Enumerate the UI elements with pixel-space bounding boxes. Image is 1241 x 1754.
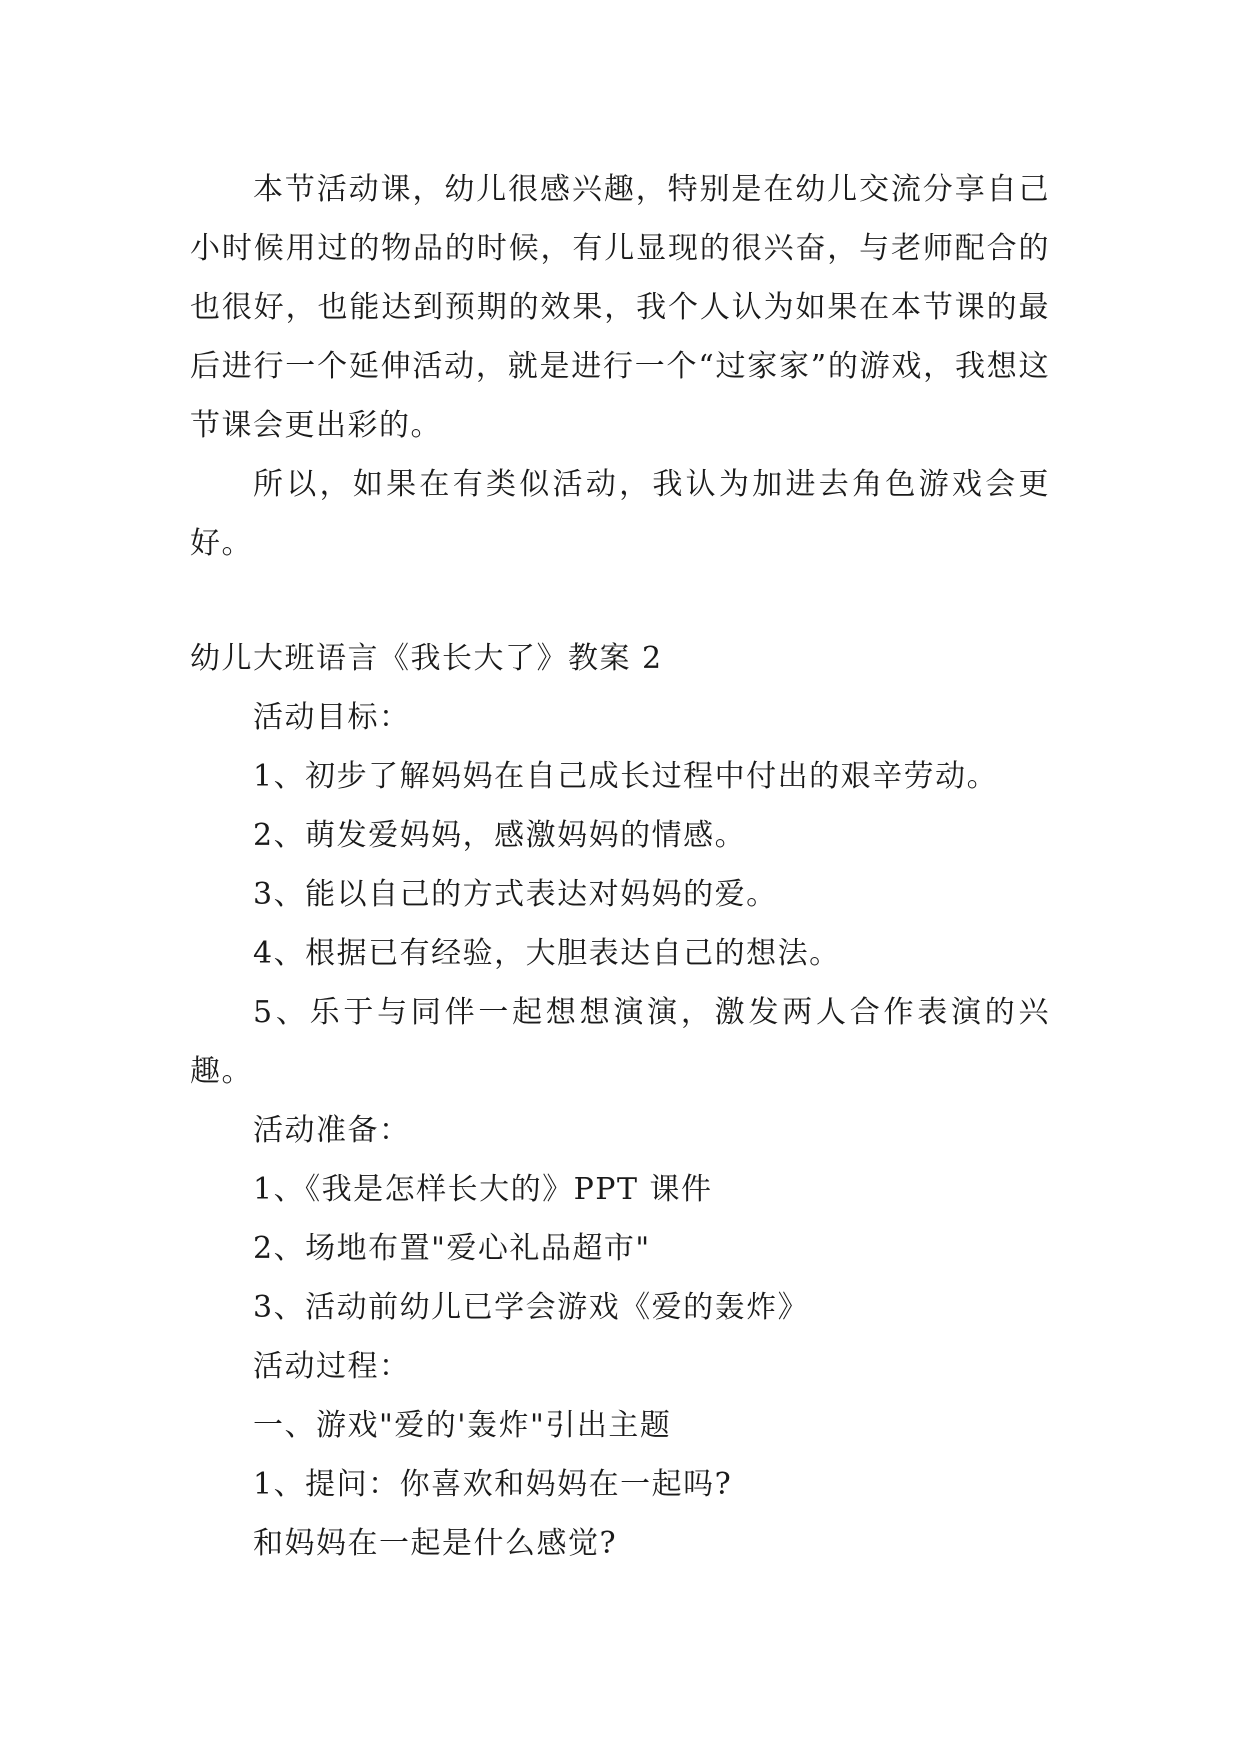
process-item: 一、游戏"爱的'轰炸"引出主题 [253, 1408, 672, 1443]
process-item: 1、提问：你喜欢和妈妈在一起吗? [253, 1467, 733, 1502]
goal-item: 4、根据已有经验，大胆表达自己的想法。 [253, 936, 841, 971]
prep-item: 2、场地布置"爱心礼品超市" [253, 1231, 651, 1266]
goals-heading: 活动目标： [253, 700, 411, 735]
prep-item: 3、活动前幼儿已学会游戏《爱的轰炸》 [253, 1290, 810, 1325]
section-title: 幼儿大班语言《我长大了》教案 2 [190, 641, 663, 676]
document-page [190, 160, 1050, 1573]
process-heading: 活动过程： [253, 1349, 411, 1384]
prep-item: 1、《我是怎样长大的》PPT 课件 [253, 1172, 713, 1207]
prep-heading: 活动准备： [253, 1113, 411, 1148]
intro-paragraph-1: 本节活动课，幼儿很感兴趣，特别是在幼儿交流分享自己小时候用过的物品的时候，有儿显现的很兴奋，与老师配合的也很好，也能达到预期的效果，我个人认为如果在本节课的最后进行一个延伸活动，就是进行一个“过家家”的游戏，我想这节课会更出彩的。 [190, 172, 1050, 443]
goal-item: 3、能以自己的方式表达对妈妈的爱。 [253, 877, 778, 912]
section-gap [190, 573, 1050, 629]
goal-item: 2、萌发爱妈妈，感激妈妈的情感。 [253, 818, 747, 853]
intro-paragraph-2: 所以，如果在有类似活动，我认为加进去角色游戏会更好。 [190, 467, 1050, 561]
goal-item: 1、初步了解妈妈在自己成长过程中付出的艰辛劳动。 [253, 759, 999, 794]
goal-item: 5、乐于与同伴一起想想演演，激发两人合作表演的兴趣。 [190, 995, 1050, 1089]
process-item: 和妈妈在一起是什么感觉? [253, 1526, 618, 1561]
